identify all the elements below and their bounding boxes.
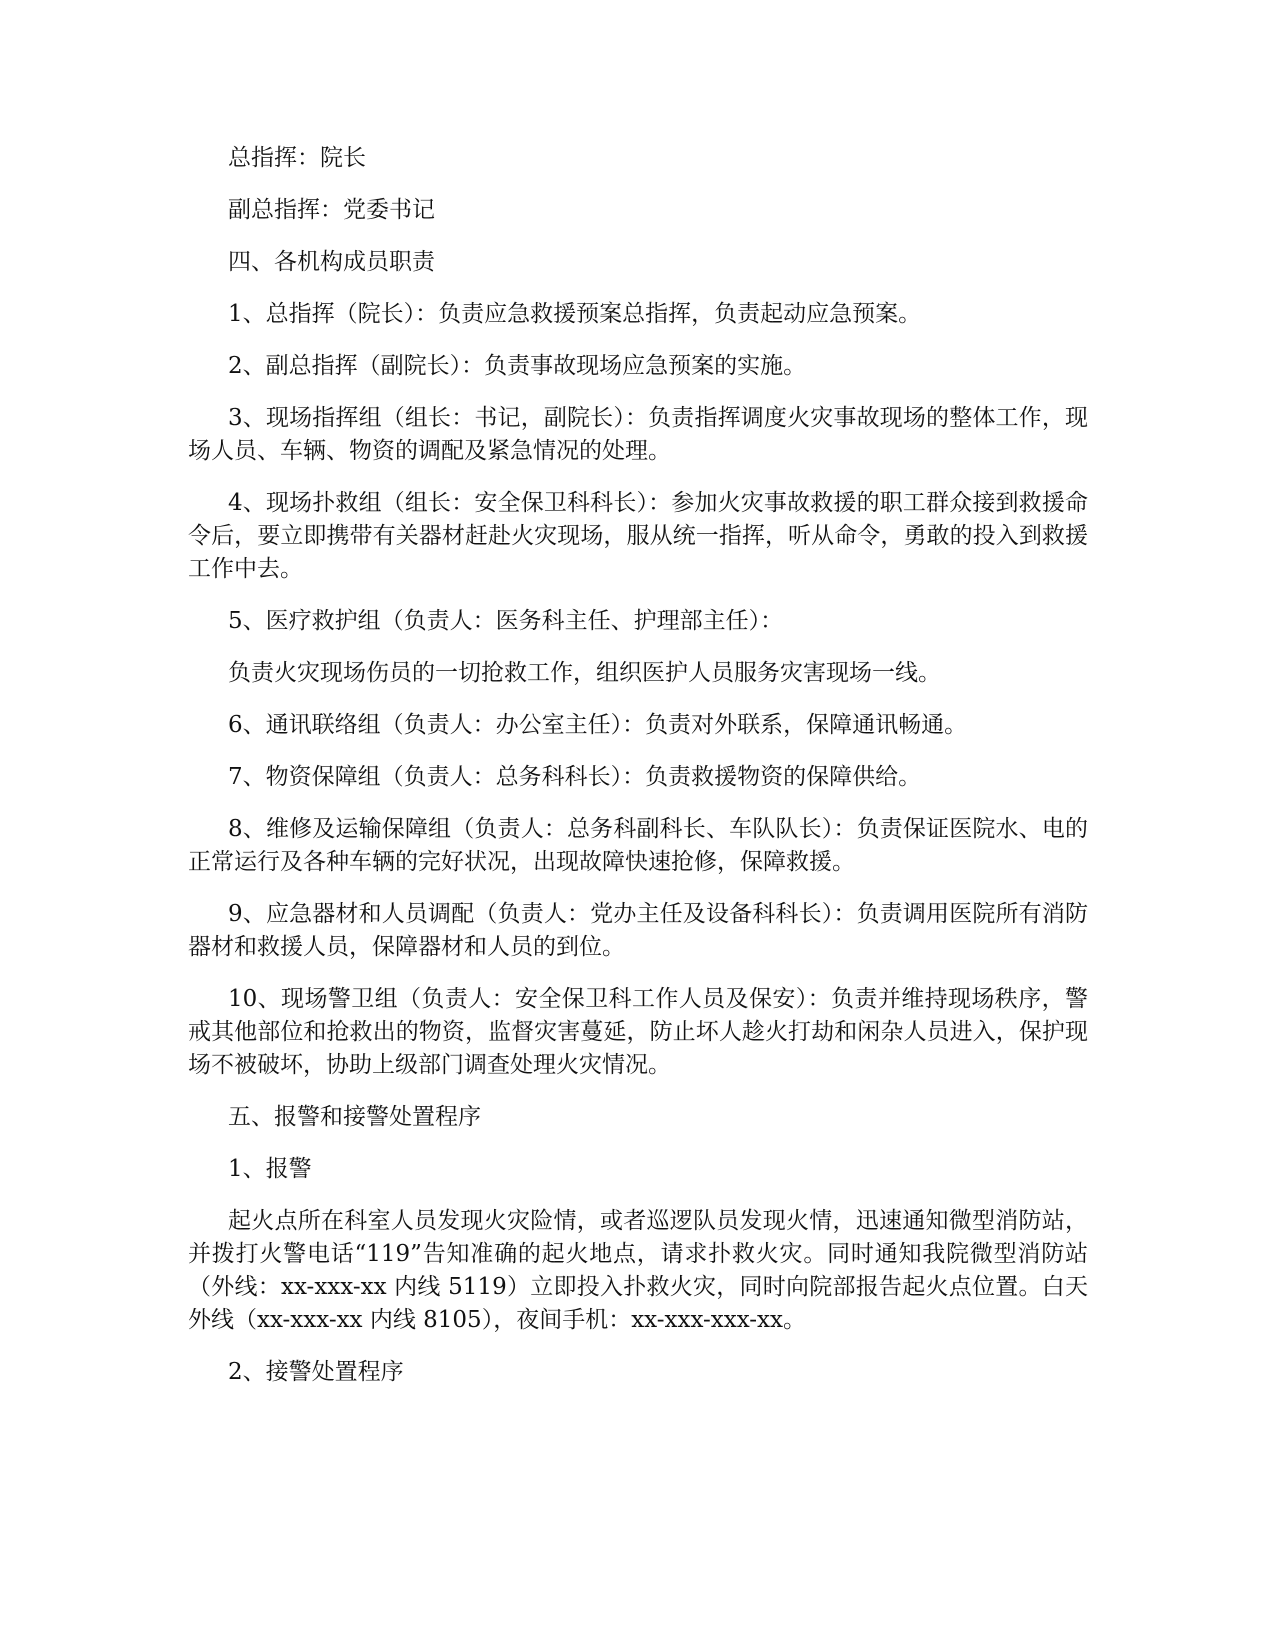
subheading-alarm: 1、报警	[228, 1156, 312, 1182]
section-heading-5: 五、报警和接警处置程序	[228, 1104, 481, 1130]
paragraph-alarm-detail: 起火点所在科室人员发现火灾险情，或者巡逻队员发现火情，迅速通知微型消防站，并拨打火警电话“119”告知准确的起火地点，请求扑救火灾。同时通知我院微型消防站（外线：xx-xxx-xx 内线 5119）立即投入扑救火灾，同时向院部报告起火点位置。白天外线（xx-xxx-xx 内线 8105），夜间手机：xx-xxx-xxx-xx。	[188, 1208, 1088, 1333]
paragraph-item-10: 10、现场警卫组（负责人：安全保卫科工作人员及保安）：负责并维持现场秩序，警戒其他部位和抢救出的物资，监督灾害蔓延，防止坏人趁火打劫和闲杂人员进入，保护现场不被破坏，协助上级部门调查处理火灾情况。	[188, 986, 1088, 1078]
paragraph-item-3: 3、现场指挥组（组长：书记，副院长）：负责指挥调度火灾事故现场的整体工作，现场人员、车辆、物资的调配及紧急情况的处理。	[188, 405, 1088, 464]
document-body	[188, 142, 1088, 1408]
paragraph-item-2: 2、副总指挥（副院长）：负责事故现场应急预案的实施。	[228, 353, 807, 379]
paragraph-item-6: 6、通讯联络组（负责人：办公室主任）：负责对外联系，保障通讯畅通。	[228, 712, 968, 738]
paragraph-item-8: 8、维修及运输保障组（负责人：总务科副科长、车队队长）：负责保证医院水、电的正常运行及各种车辆的完好状况，出现故障快速抢修，保障救援。	[188, 816, 1088, 875]
paragraph-item-5-detail: 负责火灾现场伤员的一切抢救工作，组织医护人员服务灾害现场一线。	[228, 660, 941, 686]
paragraph-item-9: 9、应急器材和人员调配（负责人：党办主任及设备科科长）：负责调用医院所有消防器材和救援人员，保障器材和人员的到位。	[188, 901, 1088, 960]
section-heading-4: 四、各机构成员职责	[228, 249, 435, 275]
subheading-alarm-handling: 2、接警处置程序	[228, 1359, 404, 1385]
paragraph-commander: 总指挥：院长	[228, 145, 366, 171]
paragraph-item-5: 5、医疗救护组（负责人：医务科主任、护理部主任）：	[228, 608, 784, 634]
paragraph-item-7: 7、物资保障组（负责人：总务科科长）：负责救援物资的保障供给。	[228, 764, 922, 790]
paragraph-deputy-commander: 副总指挥：党委书记	[228, 197, 435, 223]
paragraph-item-4: 4、现场扑救组（组长：安全保卫科科长）：参加火灾事故救援的职工群众接到救援命令后，要立即携带有关器材赶赴火灾现场，服从统一指挥，听从命令，勇敢的投入到救援工作中去。	[188, 490, 1088, 582]
paragraph-item-1: 1、总指挥（院长）：负责应急救援预案总指挥，负责起动应急预案。	[228, 301, 922, 327]
